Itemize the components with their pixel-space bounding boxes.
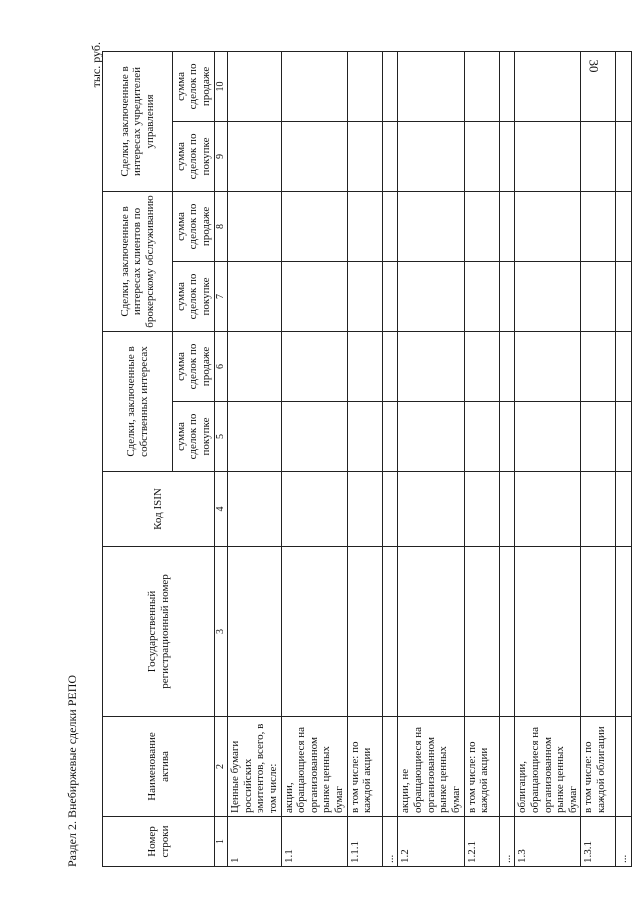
empty-value-cell [228,331,282,401]
empty-value-cell [382,191,398,261]
empty-value-cell [382,402,398,472]
table-row [398,51,464,866]
column-number: 4 [215,472,228,547]
empty-value-cell [347,51,382,121]
table-row [499,51,515,866]
column-number: 5 [215,402,228,472]
asset-name-cell: акции, не обращающиеся на организованном рынке ценных бумаг [398,717,464,817]
empty-value-cell [382,331,398,401]
empty-value-cell [464,261,499,331]
row-number: 1.2.1 [464,817,499,867]
empty-value-cell [398,472,464,547]
empty-value-cell [347,472,382,547]
empty-value-cell [382,261,398,331]
header-asset-name: Наименование актива [103,717,215,817]
empty-value-cell [464,331,499,401]
asset-name-cell: в том числе: по каждой акции [464,717,499,817]
row-number: 1 [228,817,282,867]
empty-value-cell [347,547,382,717]
column-number: 3 [215,547,228,717]
column-number: 10 [215,51,228,121]
empty-value-cell [499,51,515,121]
empty-value-cell [464,191,499,261]
empty-value-cell [515,402,581,472]
column-number: 8 [215,191,228,261]
empty-value-cell [464,472,499,547]
asset-name-cell [499,717,515,817]
empty-value-cell [398,547,464,717]
header-founders-interest: Сделки, заключенные в интересах учредителей управления [103,51,173,191]
section-title: Раздел 2. Внебиржевые сделки РЕПО [65,674,79,867]
row-number: 1.1 [281,817,347,867]
empty-value-cell [581,191,616,261]
header-founders-sell: сумма сделок по продаже [173,51,215,121]
empty-value-cell [398,261,464,331]
empty-value-cell [499,547,515,717]
empty-value-cell [228,547,282,717]
empty-value-cell [382,472,398,547]
empty-value-cell [515,331,581,401]
header-founders-buy: сумма сделок по покупке [173,121,215,191]
empty-value-cell [464,547,499,717]
empty-value-cell [281,51,347,121]
empty-value-cell [347,191,382,261]
table-row [281,51,347,866]
table-row [515,51,581,866]
empty-value-cell [228,191,282,261]
row-number: 1.2 [398,817,464,867]
empty-value-cell [581,51,616,121]
empty-value-cell [281,121,347,191]
empty-value-cell [616,331,632,401]
empty-value-cell [515,191,581,261]
empty-value-cell [382,51,398,121]
column-number: 2 [215,717,228,817]
empty-value-cell [281,261,347,331]
table-row [347,51,382,866]
repo-deals-table [102,51,632,867]
empty-value-cell [515,472,581,547]
table-body [228,51,632,866]
empty-value-cell [616,261,632,331]
empty-value-cell [499,121,515,191]
empty-value-cell [499,191,515,261]
empty-value-cell [581,261,616,331]
table-row [616,51,632,866]
column-number: 9 [215,121,228,191]
empty-value-cell [228,472,282,547]
empty-value-cell [499,331,515,401]
header-own-interest: Сделки, заключенные в собственных интересах [103,331,173,471]
column-number: 1 [215,817,228,867]
empty-value-cell [398,331,464,401]
empty-value-cell [581,402,616,472]
column-number: 6 [215,331,228,401]
asset-name-cell: акции, обращающиеся на организованном рынке ценных бумаг [281,717,347,817]
header-own-sell: сумма сделок по продаже [173,331,215,401]
empty-value-cell [281,472,347,547]
empty-value-cell [515,121,581,191]
empty-value-cell [515,261,581,331]
header-state-reg-number: Государственный регистрационный номер [103,547,215,717]
empty-value-cell [616,547,632,717]
empty-value-cell [398,121,464,191]
row-number: 1.1.1 [347,817,382,867]
empty-value-cell [228,121,282,191]
empty-value-cell [515,51,581,121]
row-number: ... [499,817,515,867]
empty-value-cell [228,261,282,331]
empty-value-cell [515,547,581,717]
asset-name-cell [616,717,632,817]
empty-value-cell [464,51,499,121]
empty-value-cell [616,121,632,191]
empty-value-cell [228,402,282,472]
empty-value-cell [616,402,632,472]
header-clients-sell: сумма сделок по продаже [173,191,215,261]
empty-value-cell [398,51,464,121]
empty-value-cell [382,547,398,717]
page-number: 30 [586,59,602,73]
empty-value-cell [347,121,382,191]
empty-value-cell [228,51,282,121]
row-number: ... [616,817,632,867]
row-number: ... [382,817,398,867]
asset-name-cell [382,717,398,817]
column-number: 7 [215,261,228,331]
empty-value-cell [581,547,616,717]
empty-value-cell [499,402,515,472]
empty-value-cell [281,331,347,401]
empty-value-cell [281,547,347,717]
empty-value-cell [347,402,382,472]
header-isin: Код ISIN [103,472,215,547]
empty-value-cell [499,472,515,547]
asset-name-cell: в том числе: по каждой акции [347,717,382,817]
asset-name-cell: Ценные бумаги российских эмитентов, всего, в том числе: [228,717,282,817]
empty-value-cell [347,261,382,331]
table-row [382,51,398,866]
row-number: 1.3.1 [581,817,616,867]
empty-value-cell [499,261,515,331]
empty-value-cell [464,121,499,191]
asset-name-cell: облигации, обращающиеся на организованном рынке ценных бумаг [515,717,581,817]
header-clients-interest: Сделки, заключенные в интересах клиентов по брокерскому обслуживанию [103,191,173,331]
empty-value-cell [347,331,382,401]
header-own-buy: сумма сделок по покупке [173,402,215,472]
empty-value-cell [281,402,347,472]
empty-value-cell [398,402,464,472]
row-number: 1.3 [515,817,581,867]
empty-value-cell [464,402,499,472]
empty-value-cell [616,472,632,547]
table-row [464,51,499,866]
header-clients-buy: сумма сделок по покупке [173,261,215,331]
table-row [581,51,616,866]
empty-value-cell [616,191,632,261]
empty-value-cell [616,51,632,121]
column-numbers-row [215,51,228,866]
header-row-number: Номер строки [103,817,215,867]
unit-label: тыс. руб. [89,42,103,88]
empty-value-cell [581,331,616,401]
asset-name-cell: в том числе: по каждой облигации [581,717,616,817]
empty-value-cell [581,472,616,547]
empty-value-cell [581,121,616,191]
empty-value-cell [382,121,398,191]
empty-value-cell [398,191,464,261]
empty-value-cell [281,191,347,261]
table-row [228,51,282,866]
